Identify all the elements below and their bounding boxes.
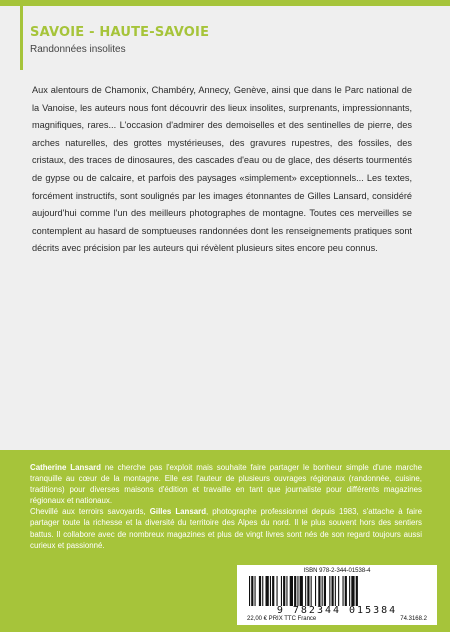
barcode-bar (307, 576, 309, 606)
barcode-bar (255, 576, 256, 606)
barcode-bar (349, 576, 350, 606)
barcode-bar (286, 576, 287, 606)
barcode-bar (351, 576, 354, 606)
barcode-bar (249, 576, 250, 606)
barcode-bar (335, 576, 336, 606)
barcode-bar (315, 576, 316, 606)
barcode-bar (294, 576, 296, 606)
barcode-bar (283, 576, 285, 606)
barcode-bar (311, 576, 312, 606)
barcode-bar (251, 576, 253, 606)
barcode-bars (249, 576, 425, 606)
barcode-bar (329, 576, 330, 606)
barcode-bar (297, 576, 298, 606)
barcode-bar (345, 576, 347, 606)
author-name-gilles: Gilles Lansard (149, 507, 207, 517)
barcode-bar (281, 576, 282, 606)
product-code: 74.3168.2 (400, 616, 427, 622)
book-subtitle: Randonnées insolites (30, 44, 126, 55)
bio-text-gilles: , photographe professionnel depuis 1983, s'attache à faire partager toute la richesse et la diversité du territoire des Alpes du nord. Il le plus souvent hors des sentiers battus. Il collabore avec de nombreux magazines et plus de vingt livres sont nés de son regard toujours aussi curieux et passionné. (30, 507, 422, 550)
accent-top-bar (0, 0, 450, 6)
barcode-bar (262, 576, 263, 606)
bio-paragraph-gilles (30, 506, 422, 550)
series-title: SAVOIE - HAUTE-SAVOIE (30, 25, 210, 40)
barcode-bar (259, 576, 261, 606)
barcode-bar (266, 576, 269, 606)
barcode-label (237, 565, 437, 625)
barcode-bar (318, 576, 320, 606)
barcode-bar (322, 576, 323, 606)
accent-side-bar (20, 0, 23, 70)
bio-text-catherine: ne cherche pas l'exploit mais souhaite faire partager le bonheur simple d'une marche tranquille au cœur de la montagne. Elle est l'auteur de plusieurs ouvrages régionaux (randonnée, cuisine, traditions) pour diverses maisons d'édition et travaille en tant que journaliste pour différents magazines régionaux et nationaux. (30, 463, 422, 506)
barcode-bar (343, 576, 344, 606)
barcode-bar (277, 576, 278, 606)
bio-intro-gilles: Chevillé aux terroirs savoyards, (30, 507, 150, 517)
barcode-bar (290, 576, 293, 606)
barcode-bar (300, 576, 303, 606)
barcode-bar (338, 576, 339, 606)
barcode-bar (332, 576, 334, 606)
author-bio (30, 462, 422, 551)
barcode-digits: 9 782344 015384 (276, 605, 398, 616)
price-label: 22,00 € PRIX TTC France (247, 616, 317, 622)
barcode-bar (356, 576, 358, 606)
barcode-bar (272, 576, 274, 606)
isbn-text: ISBN 978-2-344-01538-4 (303, 568, 371, 574)
barcode-bar (324, 576, 326, 606)
author-name-catherine: Catherine Lansard (30, 463, 101, 472)
bio-paragraph-catherine (30, 462, 422, 506)
book-description: Aux alentours de Chamonix, Chambéry, Annecy, Genève, ainsi que dans le Parc national de la Vanoise, les auteurs nous font découvrir des lieux insolites, surprenants, impressionnants, magnifiques, rares... L'occasion d'admirer des demoiselles et des sentinelles de pierre, des arches naturelles, des grottes mystérieuses, des gravures rupestres, des fossiles, des cristaux, des traces de dinosaures, des cascades d'eau ou de glace, des déserts tourmentés de gypse ou de calcaire, et parfois des paysages «simplement» exceptionnels... Les textes, forcément instructifs, sont soulignés par les images étonnantes de Gilles Lansard, considéré aujourd'hui comme l'un des meilleurs photographes de montagne. Toutes ces merveilles se contemplent au hasard de somptueuses randonnées dont les renseignements pratiques sont décrits avec précision par les auteurs qui révèlent plusieurs sites encore peu connus. (32, 85, 412, 254)
barcode-bar (305, 576, 306, 606)
barcode-bar (270, 576, 271, 606)
